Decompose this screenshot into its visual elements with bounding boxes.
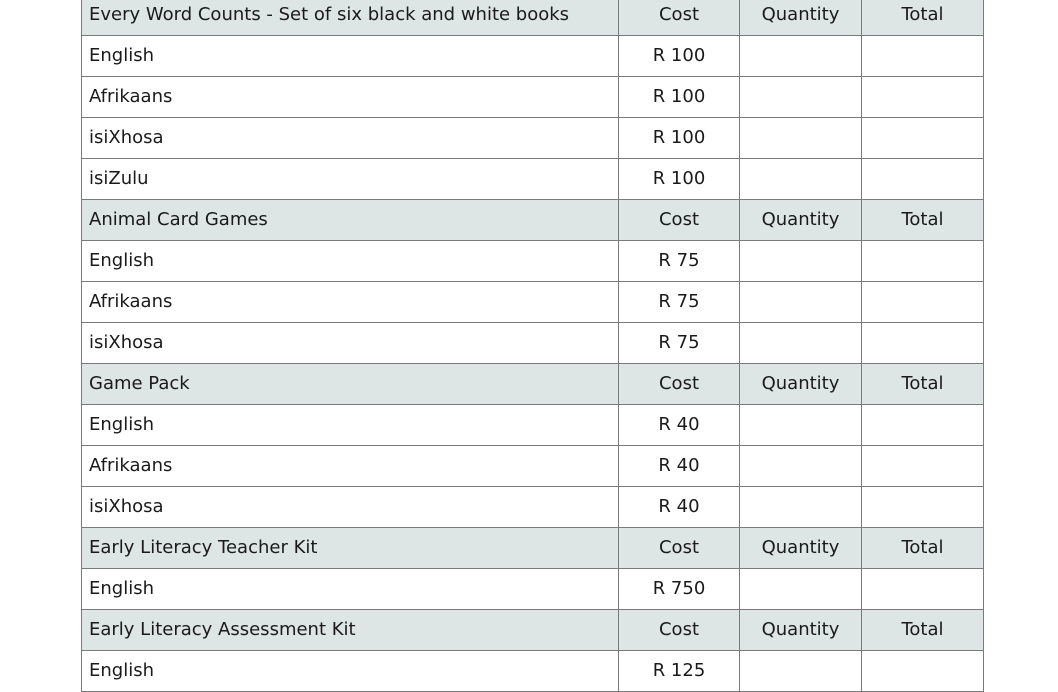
quantity-cell[interactable] [740,487,862,528]
product-language: Afrikaans [82,446,619,487]
product-cost: R 75 [619,323,740,364]
product-cost: R 100 [619,159,740,200]
product-language: isiXhosa [82,323,619,364]
product-language: isiZulu [82,159,619,200]
product-language: Afrikaans [82,282,619,323]
quantity-cell[interactable] [740,651,862,692]
product-row [82,282,984,323]
product-language: English [82,36,619,77]
section-header-row [82,0,984,36]
product-cost: R 125 [619,651,740,692]
section-header-row [82,528,984,569]
product-row [82,651,984,692]
total-column-header: Total [862,364,984,405]
quantity-cell[interactable] [740,446,862,487]
quantity-cell[interactable] [740,241,862,282]
product-language: isiXhosa [82,118,619,159]
quantity-column-header: Quantity [740,0,862,36]
quantity-cell[interactable] [740,569,862,610]
total-cell[interactable] [862,569,984,610]
product-row [82,405,984,446]
section-title: Game Pack [82,364,619,405]
section-header-row [82,200,984,241]
total-cell[interactable] [862,118,984,159]
total-cell[interactable] [862,487,984,528]
product-cost: R 100 [619,36,740,77]
order-form-table [81,0,984,692]
section-header-row [82,610,984,651]
quantity-cell[interactable] [740,282,862,323]
product-row [82,323,984,364]
product-language: isiXhosa [82,487,619,528]
cost-column-header: Cost [619,528,740,569]
quantity-cell[interactable] [740,36,862,77]
product-row [82,241,984,282]
quantity-cell[interactable] [740,77,862,118]
total-cell[interactable] [862,36,984,77]
product-row [82,77,984,118]
total-cell[interactable] [862,159,984,200]
product-language: Afrikaans [82,77,619,118]
total-column-header: Total [862,200,984,241]
quantity-cell[interactable] [740,159,862,200]
section-title: Early Literacy Teacher Kit [82,528,619,569]
quantity-cell[interactable] [740,405,862,446]
total-column-header: Total [862,0,984,36]
product-row [82,36,984,77]
total-cell[interactable] [862,323,984,364]
total-cell[interactable] [862,77,984,118]
product-cost: R 40 [619,405,740,446]
total-cell[interactable] [862,405,984,446]
product-cost: R 100 [619,118,740,159]
product-language: English [82,241,619,282]
section-title: Animal Card Games [82,200,619,241]
product-row [82,118,984,159]
product-language: English [82,651,619,692]
product-row [82,487,984,528]
product-cost: R 40 [619,487,740,528]
quantity-column-header: Quantity [740,200,862,241]
product-row [82,446,984,487]
product-language: English [82,405,619,446]
section-title: Early Literacy Assessment Kit [82,610,619,651]
total-column-header: Total [862,610,984,651]
cost-column-header: Cost [619,0,740,36]
cost-column-header: Cost [619,364,740,405]
total-column-header: Total [862,528,984,569]
section-title: Every Word Counts - Set of six black and white books [82,0,619,36]
total-cell[interactable] [862,282,984,323]
section-header-row [82,364,984,405]
product-row [82,159,984,200]
quantity-cell[interactable] [740,323,862,364]
total-cell[interactable] [862,241,984,282]
order-form-body [82,0,984,692]
product-language: English [82,569,619,610]
quantity-column-header: Quantity [740,610,862,651]
total-cell[interactable] [862,651,984,692]
product-cost: R 75 [619,241,740,282]
cost-column-header: Cost [619,200,740,241]
quantity-column-header: Quantity [740,364,862,405]
quantity-cell[interactable] [740,118,862,159]
quantity-column-header: Quantity [740,528,862,569]
product-cost: R 40 [619,446,740,487]
product-cost: R 750 [619,569,740,610]
product-row [82,569,984,610]
total-cell[interactable] [862,446,984,487]
cost-column-header: Cost [619,610,740,651]
product-cost: R 100 [619,77,740,118]
product-cost: R 75 [619,282,740,323]
